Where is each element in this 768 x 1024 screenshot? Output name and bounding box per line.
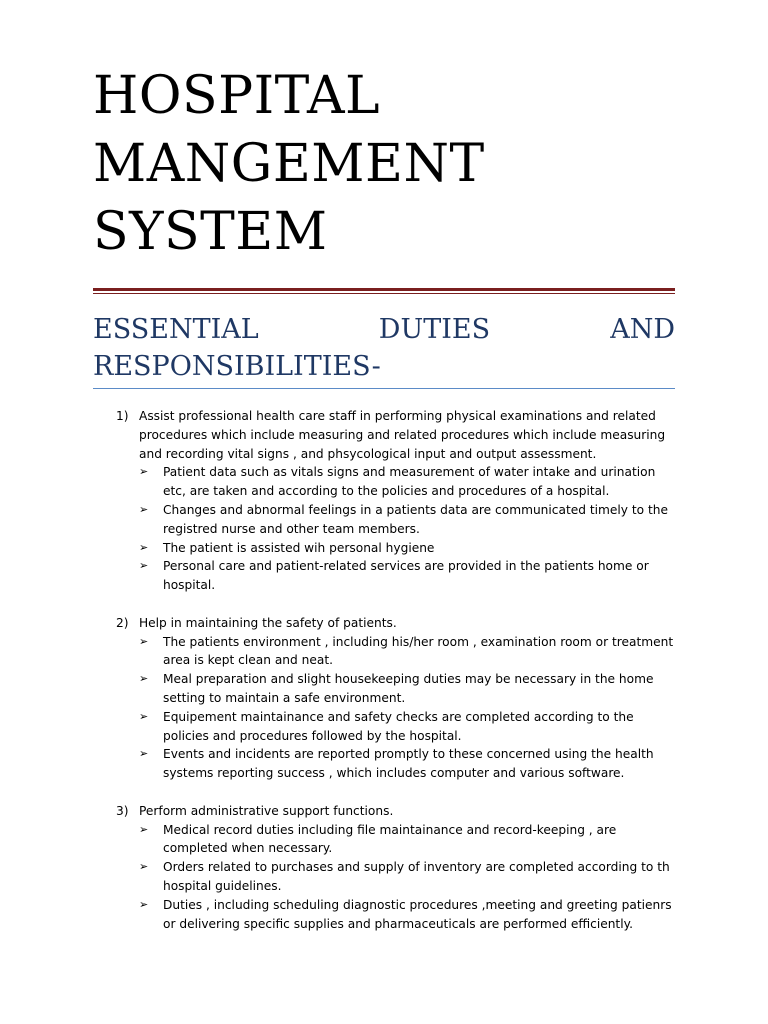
arrowhead-bullet-icon: ➢ [139,709,149,723]
arrowhead-bullet-icon: ➢ [139,672,149,686]
item-number: 3) [116,803,129,818]
bullet-text: Equipement maintainance and safety checks are completed according to the policies and procedures followed by the hospital. [163,709,634,743]
item-number: 2) [116,615,129,630]
section-heading [93,311,675,385]
bullet-text: Duties , including scheduling diagnostic procedures ,meeting and greeting patienrs or delivering specific supplies and pharmaceuticals are performed efficiently. [163,897,672,931]
duty-item [93,614,675,783]
bullet-text: Changes and abnormal feelings in a patients data are communicated timely to the registred nurse and other team members. [163,502,668,536]
bullet-text: Medical record duties including file maintainance and record-keeping , are completed when necessary. [163,822,617,856]
bullet-item [139,501,675,539]
item-text: Assist professional health care staff in performing physical examinations and related procedures which include measuring and related procedures which include measuring and recording vital signs , and phsycological input and output assessment. [139,409,666,461]
bullet-text: Events and incidents are reported promptly to these concerned using the health systems reporting success , which includes computer and various software. [163,747,654,781]
heading-word: AND [610,314,675,345]
bullet-text: The patient is assisted wih personal hygiene [163,540,435,555]
bullet-list [139,463,675,595]
item-text: Perform administrative support functions. [139,803,394,818]
arrowhead-bullet-icon: ➢ [139,540,149,554]
document-title [93,62,693,266]
duty-item [93,407,675,595]
bullet-item [139,821,675,859]
bullet-text: Meal preparation and slight housekeeping duties may be necessary in the home setting to maintain a safe environment. [163,672,654,705]
title-divider [93,288,675,291]
bullet-item [139,708,675,746]
bullet-text: Personal care and patient-related services are provided in the patients home or hospital. [163,559,649,593]
item-text: Help in maintaining the safety of patients. [139,615,397,630]
bullet-text: The patients environment , including his/her room , examination room or treatment area is kept clean and neat. [163,634,674,668]
bullet-list [139,821,675,934]
arrowhead-bullet-icon: ➢ [139,897,149,911]
duties-list [93,407,675,952]
bullet-item [139,557,675,595]
title-line: SYSTEM [93,202,328,262]
title-line: HOSPITAL [93,66,381,126]
heading-word: DUTIES [378,314,491,345]
bullet-item [139,539,675,558]
bullet-item [139,633,675,671]
bullet-item [139,463,675,501]
arrowhead-bullet-icon: ➢ [139,634,149,648]
arrowhead-bullet-icon: ➢ [139,465,149,479]
bullet-text: Patient data such as vitals signs and measurement of water intake and urination etc, are taken and according to the policies and procedures of a hospital. [163,465,656,499]
section-heading-line-2: RESPONSIBILITIES- [93,351,381,382]
heading-word: ESSENTIAL [93,314,259,345]
bullet-item [139,670,675,708]
bullet-item [139,858,675,896]
duty-item [93,802,675,934]
bullet-list [139,633,675,783]
arrowhead-bullet-icon: ➢ [139,502,149,516]
title-divider-thin [93,293,675,294]
title-line: MANGEMENT [93,134,485,194]
arrowhead-bullet-icon: ➢ [139,559,149,573]
bullet-text: Orders related to purchases and supply of inventory are completed according to th hospital guidelines. [163,860,670,893]
arrowhead-bullet-icon: ➢ [139,860,149,874]
section-heading-line-1 [93,311,675,348]
bullet-item [139,745,675,783]
arrowhead-bullet-icon: ➢ [139,747,149,761]
heading-divider [93,388,675,389]
bullet-item [139,896,675,934]
arrowhead-bullet-icon: ➢ [139,822,149,836]
item-number: 1) [116,409,129,423]
